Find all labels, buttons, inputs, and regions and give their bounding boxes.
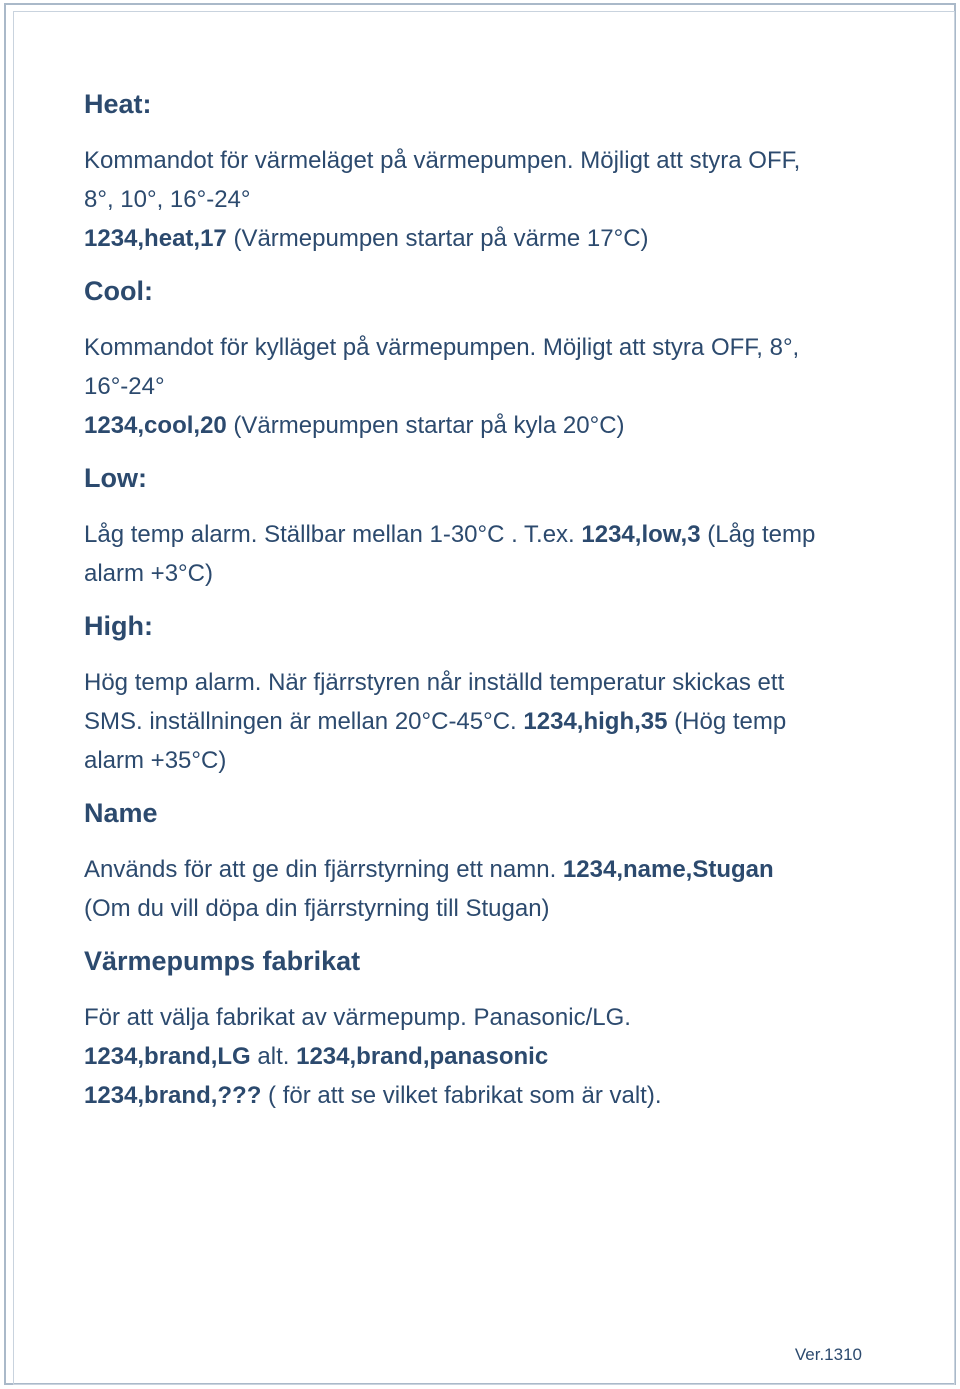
body-line: [84, 554, 884, 593]
text-run: SMS. inställningen är mellan 20°C-45°C.: [84, 708, 524, 735]
section-heading: Low:: [84, 463, 147, 493]
section-heading: High:: [84, 611, 153, 641]
body-line: [84, 663, 884, 702]
text-run: (Värmepumpen startar på värme 17°C): [226, 225, 649, 252]
body-line: [84, 515, 884, 554]
document-body: [84, 82, 884, 1115]
section-heading: Värmepumps fabrikat: [84, 946, 361, 976]
text-run: (Låg temp: [700, 521, 816, 548]
command-code: 1234,low,3: [581, 521, 701, 548]
text-run: (Om du vill döpa din fjärrstyrning till Stugan): [84, 895, 550, 922]
body-line: [84, 702, 884, 741]
text-run: För att välja fabrikat av värmepump. Panasonic/LG.: [84, 1004, 631, 1031]
body-line: [84, 219, 884, 258]
text-run: 8°, 10°, 16°-24°: [84, 186, 251, 213]
body-line: [84, 1037, 884, 1076]
text-run: Kommandot för värmeläget på värmepumpen. Möjligt att styra OFF,: [84, 147, 801, 174]
body-line: [84, 406, 884, 445]
text-run: Kommandot för kylläget på värmepumpen. Möjligt att styra OFF, 8°,: [84, 334, 800, 361]
text-run: Låg temp alarm. Ställbar mellan 1-30°C . T.ex.: [84, 521, 582, 548]
text-run: alarm +3°C): [84, 560, 213, 587]
version-label: Ver.1310: [794, 1345, 862, 1364]
text-run: 16°-24°: [84, 373, 165, 400]
section-heading: Cool:: [84, 276, 153, 306]
body-line: [84, 741, 884, 780]
text-run: alt.: [250, 1043, 297, 1070]
text-run: Hög temp alarm. När fjärrstyren når inställd temperatur skickas ett: [84, 669, 785, 696]
command-code: 1234,high,35: [523, 708, 668, 735]
command-code: 1234,heat,17: [84, 225, 227, 252]
command-code: 1234,name,Stugan: [562, 856, 774, 883]
section-heading: Name: [84, 798, 158, 828]
command-code: 1234,cool,20: [84, 412, 227, 439]
body-line: [84, 889, 884, 928]
body-line: [84, 850, 884, 889]
section-heading: Heat:: [84, 89, 152, 119]
body-line: [84, 141, 884, 180]
body-line: [84, 998, 884, 1037]
text-run: ( för att se vilket fabrikat som är valt).: [261, 1082, 662, 1109]
text-run: Används för att ge din fjärrstyrning ett namn.: [84, 856, 563, 883]
text-run: (Hög temp: [667, 708, 787, 735]
body-line: [84, 180, 884, 219]
body-line: [84, 328, 884, 367]
text-run: alarm +35°C): [84, 747, 227, 774]
command-code: 1234,brand,LG: [84, 1043, 251, 1070]
command-code: 1234,brand,panasonic: [296, 1043, 549, 1070]
text-run: (Värmepumpen startar på kyla 20°C): [226, 412, 625, 439]
body-line: [84, 367, 884, 406]
command-code: 1234,brand,???: [84, 1082, 262, 1109]
body-line: [84, 1076, 884, 1115]
